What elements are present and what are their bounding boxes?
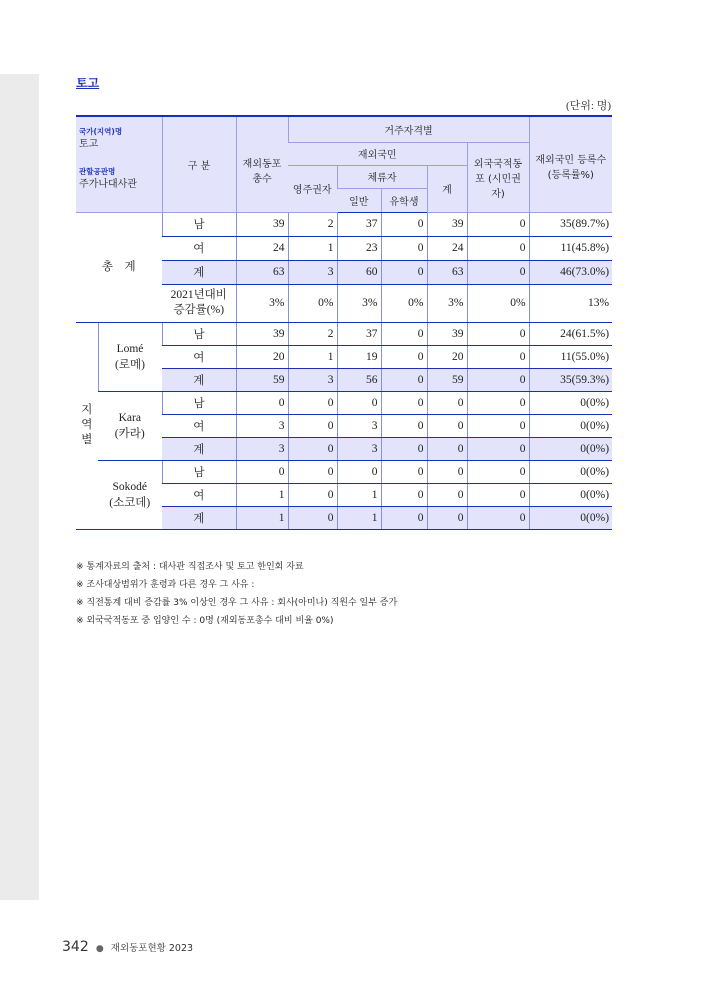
header-category: 구 분	[162, 116, 236, 212]
cell-total: 0	[236, 391, 288, 414]
region-name-cell	[98, 460, 162, 529]
cell-subtotal: 63	[427, 260, 467, 284]
cell-permanent: 0	[288, 414, 337, 437]
header-office: 주가나대사관	[79, 179, 137, 190]
header-nationals: 재외국민	[288, 142, 467, 165]
header-total: 재외동포 총수	[236, 116, 288, 212]
cell-registered: 46(73.0%)	[529, 260, 612, 284]
cell-student: 0	[381, 391, 427, 414]
cell-student: 0	[381, 437, 427, 460]
cell-general: 3%	[337, 284, 381, 322]
cell-registered: 0(0%)	[529, 506, 612, 529]
cell-total: 3%	[236, 284, 288, 322]
page-number: 342	[62, 939, 89, 955]
cell-subtotal: 39	[427, 212, 467, 236]
row-label: 계	[162, 506, 236, 529]
unit-label: (단위: 명)	[565, 100, 611, 112]
cell-permanent: 1	[288, 345, 337, 368]
cell-permanent: 2	[288, 212, 337, 236]
cell-permanent: 0	[288, 506, 337, 529]
region-name-cell	[98, 322, 162, 391]
row-label: 여	[162, 345, 236, 368]
cell-total: 24	[236, 236, 288, 260]
row-label: 계	[162, 437, 236, 460]
cell-permanent: 2	[288, 322, 337, 345]
table-row	[76, 322, 612, 345]
cell-permanent: 3	[288, 260, 337, 284]
note-item: ※ 직전통계 대비 증감률 3% 이상인 경우 그 사유 : 회사(아미나) 직원수 일부 증가	[76, 598, 398, 608]
cell-total: 3	[236, 437, 288, 460]
cell-subtotal: 0	[427, 506, 467, 529]
region-group-label	[76, 322, 98, 529]
region-group-char: 지	[81, 404, 93, 416]
row-label: 계	[162, 368, 236, 391]
row-label: 남	[162, 391, 236, 414]
cell-foreign: 0	[467, 368, 529, 391]
cell-foreign: 0	[467, 345, 529, 368]
section-title: 토고	[76, 76, 100, 90]
cell-registered: 0(0%)	[529, 460, 612, 483]
header-subtotal: 계	[427, 165, 467, 212]
publication-name: 재외동포현황 2023	[110, 943, 194, 954]
table-row	[76, 391, 612, 414]
page-margin-bar	[0, 74, 39, 900]
cell-general: 3	[337, 437, 381, 460]
cell-registered: 35(59.3%)	[529, 368, 612, 391]
cell-student: 0	[381, 506, 427, 529]
cell-subtotal: 0	[427, 483, 467, 506]
cell-foreign: 0	[467, 414, 529, 437]
cell-registered: 11(55.0%)	[529, 345, 612, 368]
cell-general: 56	[337, 368, 381, 391]
cell-general: 23	[337, 236, 381, 260]
cell-foreign: 0%	[467, 284, 529, 322]
cell-general: 60	[337, 260, 381, 284]
cell-registered: 35(89.7%)	[529, 212, 612, 236]
cell-total: 39	[236, 322, 288, 345]
table-row	[76, 212, 612, 236]
cell-student: 0	[381, 368, 427, 391]
note-item: ※ 조사대상범위가 훈령과 다른 경우 그 사유 :	[76, 580, 255, 590]
cell-permanent: 0	[288, 483, 337, 506]
cell-student: 0	[381, 414, 427, 437]
cell-general: 37	[337, 212, 381, 236]
notes	[76, 558, 397, 630]
header-registered: 재외국민 등록수 (등록률%)	[529, 116, 612, 212]
cell-registered: 13%	[529, 284, 612, 322]
table-row	[76, 460, 612, 483]
region-name-cell	[98, 391, 162, 460]
header-residence: 거주자격별	[288, 116, 529, 142]
total-group-label: 총 계	[76, 212, 162, 322]
cell-general: 0	[337, 460, 381, 483]
cell-subtotal: 20	[427, 345, 467, 368]
row-label: 남	[162, 460, 236, 483]
cell-subtotal: 24	[427, 236, 467, 260]
region-name-korean: (로메)	[115, 358, 145, 371]
row-label: 남	[162, 322, 236, 345]
cell-foreign: 0	[467, 260, 529, 284]
cell-permanent: 1	[288, 236, 337, 260]
cell-registered: 0(0%)	[529, 483, 612, 506]
cell-foreign: 0	[467, 212, 529, 236]
cell-registered: 0(0%)	[529, 414, 612, 437]
cell-general: 1	[337, 483, 381, 506]
cell-general: 1	[337, 506, 381, 529]
note-item: ※ 외국국적동포 중 입양인 수 : 0명 (재외동포총수 대비 비율 0%)	[76, 616, 334, 626]
cell-foreign: 0	[467, 483, 529, 506]
cell-general: 19	[337, 345, 381, 368]
cell-subtotal: 59	[427, 368, 467, 391]
cell-general: 3	[337, 414, 381, 437]
cell-subtotal: 0	[427, 437, 467, 460]
header-country-cell: 국가(지역)명 토고 관할공관명 주가나대사관	[76, 116, 162, 212]
region-name-korean: (소코데)	[109, 496, 151, 509]
cell-total: 59	[236, 368, 288, 391]
cell-student: 0	[381, 212, 427, 236]
cell-student: 0	[381, 322, 427, 345]
header-general: 일반	[337, 188, 381, 212]
cell-permanent: 0%	[288, 284, 337, 322]
cell-total: 1	[236, 506, 288, 529]
bullet-icon: ●	[95, 944, 104, 954]
row-label: 여	[162, 236, 236, 260]
cell-foreign: 0	[467, 437, 529, 460]
header-foreign: 외국국적동포 (시민권자)	[467, 142, 529, 212]
header-student: 유학생	[381, 188, 427, 212]
cell-foreign: 0	[467, 236, 529, 260]
region-group-char: 별	[81, 434, 93, 446]
statistics-table	[76, 115, 612, 530]
cell-student: 0	[381, 483, 427, 506]
cell-registered: 24(61.5%)	[529, 322, 612, 345]
row-label: 여	[162, 414, 236, 437]
cell-student: 0	[381, 260, 427, 284]
cell-general: 37	[337, 322, 381, 345]
row-label: 2021년대비 증감률(%)	[162, 284, 236, 322]
cell-permanent: 0	[288, 391, 337, 414]
region-name: Sokodé	[112, 480, 147, 493]
region-name: Lomé	[116, 342, 144, 355]
cell-permanent: 3	[288, 368, 337, 391]
cell-permanent: 0	[288, 437, 337, 460]
cell-total: 3	[236, 414, 288, 437]
cell-total: 1	[236, 483, 288, 506]
cell-subtotal: 3%	[427, 284, 467, 322]
cell-student: 0	[381, 236, 427, 260]
cell-total: 0	[236, 460, 288, 483]
cell-student: 0	[381, 345, 427, 368]
cell-subtotal: 0	[427, 460, 467, 483]
row-label: 남	[162, 212, 236, 236]
cell-total: 20	[236, 345, 288, 368]
page-footer	[62, 936, 193, 955]
cell-registered: 0(0%)	[529, 437, 612, 460]
region-name-korean: (카라)	[114, 427, 145, 440]
header-sojourn: 체류자	[337, 165, 427, 188]
cell-registered: 11(45.8%)	[529, 236, 612, 260]
header-permanent: 영주권자	[288, 165, 337, 212]
cell-registered: 0(0%)	[529, 391, 612, 414]
region-name: Kara	[118, 411, 141, 424]
cell-foreign: 0	[467, 506, 529, 529]
row-label: 계	[162, 260, 236, 284]
cell-foreign: 0	[467, 322, 529, 345]
cell-foreign: 0	[467, 391, 529, 414]
row-label: 여	[162, 483, 236, 506]
cell-general: 0	[337, 391, 381, 414]
note-item: ※ 통계자료의 출처 : 대사관 직접조사 및 토고 한인회 자료	[76, 562, 304, 572]
cell-total: 63	[236, 260, 288, 284]
cell-subtotal: 39	[427, 322, 467, 345]
cell-subtotal: 0	[427, 414, 467, 437]
region-group-char: 역	[81, 419, 93, 431]
cell-student: 0%	[381, 284, 427, 322]
cell-subtotal: 0	[427, 391, 467, 414]
cell-permanent: 0	[288, 460, 337, 483]
cell-total: 39	[236, 212, 288, 236]
cell-student: 0	[381, 460, 427, 483]
header-country: 토고	[79, 139, 99, 150]
cell-foreign: 0	[467, 460, 529, 483]
